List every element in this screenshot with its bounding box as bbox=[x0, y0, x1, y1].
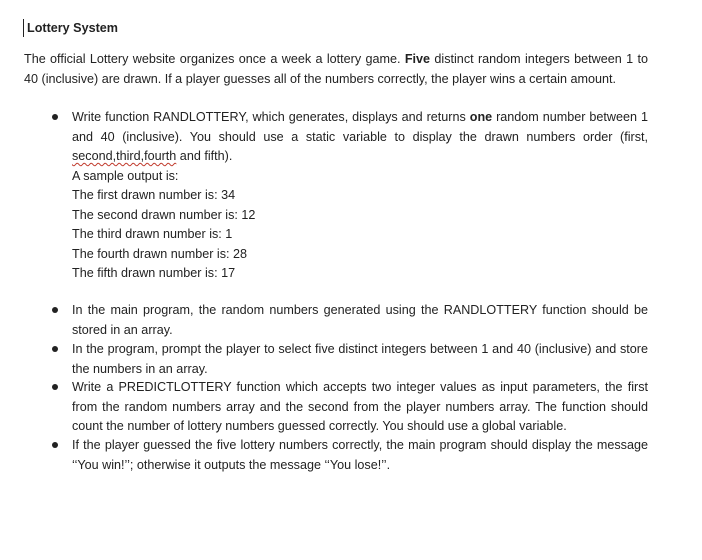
bullet1-text-3: and fifth). bbox=[176, 149, 233, 163]
intro-paragraph bbox=[24, 50, 648, 89]
bullet1-text bbox=[72, 108, 648, 167]
bullet-dot-icon bbox=[52, 346, 58, 352]
intro-bold-five: Five bbox=[404, 52, 431, 66]
list-item bbox=[72, 340, 648, 379]
sample-output-line: The third drawn number is: 1 bbox=[72, 227, 233, 241]
list-item bbox=[72, 378, 648, 437]
list-item bbox=[72, 436, 648, 475]
bullet1-text-1: Write function RANDLOTTERY, which generates, displays and returns bbox=[72, 110, 470, 124]
bullet-dot-icon bbox=[52, 307, 58, 313]
sample-output-label: A sample output is: bbox=[72, 168, 179, 183]
bullet3-text: In the program, prompt the player to select five distinct integers between 1 and 40 (inclusive) and store the numbers in an array. bbox=[72, 342, 648, 376]
bullet2-text: In the main program, the random numbers generated using the RANDLOTTERY function should be stored in an array. bbox=[72, 303, 648, 337]
bullet5-text: If the player guessed the five lottery numbers correctly, the main program should display the message ‘‘You win!’’; otherwise it outputs the message ‘‘You lose!’’. bbox=[72, 438, 648, 472]
list-item bbox=[72, 108, 648, 284]
sample-output-line: The fourth drawn number is: 28 bbox=[72, 246, 248, 261]
bullet1-bold-one: one bbox=[469, 110, 493, 124]
sample-output-line: The first drawn number is: 34 bbox=[72, 188, 236, 202]
bullet-dot-icon bbox=[52, 114, 58, 120]
bullet1-text-2: random number between 1 and 40 (inclusive). You should use a static variable to display the drawn numbers order (first, bbox=[72, 110, 648, 144]
sample-output-line: The fifth drawn number is: 17 bbox=[72, 266, 236, 280]
bullet4-text: Write a PREDICTLOTTERY function which accepts two integer values as input parameters, the first from the random numbers array and the second from the player numbers array. The function should count the number of lottery numbers guessed correctly. You should use a global variable. bbox=[72, 380, 648, 433]
list-item bbox=[72, 301, 648, 340]
bullet-dot-icon bbox=[52, 384, 58, 390]
document-title: Lottery System bbox=[23, 19, 118, 37]
bullet-dot-icon bbox=[52, 442, 58, 448]
intro-text-2: distinct random integers between 1 to 40 (inclusive) are drawn. If a player guesses all of the numbers correctly, the player wins a certain amount. bbox=[24, 52, 648, 86]
sample-output-line: The second drawn number is: 12 bbox=[72, 207, 256, 222]
spellcheck-squiggle-text: second,third,fourth bbox=[72, 149, 177, 163]
intro-text-1: The official Lottery website organizes once a week a lottery game. bbox=[24, 52, 405, 66]
